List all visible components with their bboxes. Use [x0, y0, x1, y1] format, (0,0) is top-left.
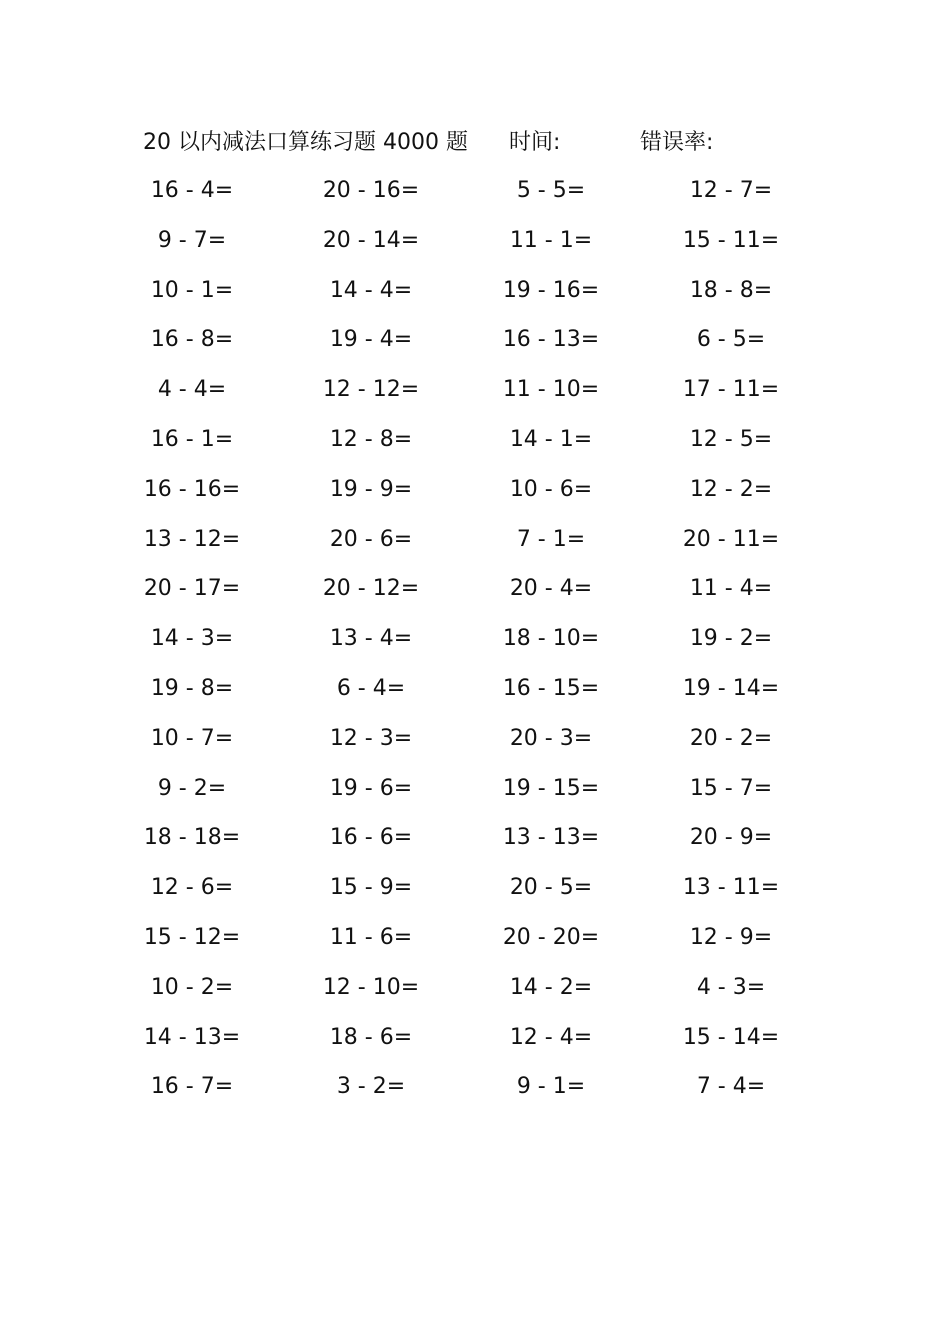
- subtraction-problem: 16 - 7=: [150, 1074, 234, 1100]
- subtraction-problem: 20 - 4=: [509, 576, 593, 602]
- subtraction-problem: 20 - 12=: [322, 576, 420, 602]
- problem-row: [0, 472, 950, 522]
- subtraction-problem: 16 - 13=: [502, 327, 600, 353]
- worksheet-title: 20 以内减法口算练习题 4000 题: [143, 130, 468, 155]
- subtraction-problem: 12 - 10=: [322, 974, 420, 1000]
- subtraction-problem: 15 - 11=: [682, 227, 780, 253]
- subtraction-problem: 20 - 14=: [322, 227, 420, 253]
- problem-row: [0, 671, 950, 721]
- problem-row: [0, 571, 950, 621]
- subtraction-problem: 5 - 5=: [516, 178, 586, 203]
- subtraction-problem: 18 - 8=: [689, 277, 773, 303]
- time-label: 时间:: [509, 130, 561, 155]
- subtraction-problem: 19 - 8=: [150, 675, 234, 701]
- subtraction-problem: 18 - 10=: [502, 626, 600, 652]
- subtraction-problem: 12 - 2=: [689, 476, 773, 502]
- subtraction-problem: 16 - 1=: [150, 426, 234, 452]
- problem-row: [0, 322, 950, 372]
- subtraction-problem: 13 - 11=: [682, 875, 780, 901]
- subtraction-problem: 15 - 7=: [689, 775, 773, 801]
- subtraction-problem: 18 - 18=: [143, 825, 241, 851]
- subtraction-problem: 20 - 3=: [509, 725, 593, 751]
- subtraction-problem: 12 - 8=: [329, 426, 413, 452]
- problem-row: [0, 970, 950, 1020]
- subtraction-problem: 12 - 6=: [150, 875, 234, 901]
- problem-row: [0, 422, 950, 472]
- subtraction-problem: 12 - 9=: [689, 924, 773, 950]
- subtraction-problem: 13 - 12=: [143, 526, 241, 552]
- problem-row: [0, 721, 950, 771]
- subtraction-problem: 16 - 6=: [329, 825, 413, 851]
- subtraction-problem: 7 - 4=: [696, 1074, 766, 1100]
- subtraction-problem: 20 - 17=: [143, 576, 241, 602]
- subtraction-problem: 19 - 9=: [329, 476, 413, 502]
- subtraction-problem: 18 - 6=: [329, 1024, 413, 1050]
- subtraction-problem: 16 - 15=: [502, 675, 600, 701]
- subtraction-problem: 10 - 6=: [509, 476, 593, 502]
- subtraction-problem: 20 - 6=: [329, 526, 413, 552]
- subtraction-problem: 14 - 4=: [329, 277, 413, 303]
- subtraction-problem: 20 - 2=: [689, 725, 773, 751]
- worksheet-header: [143, 126, 843, 160]
- problem-row: [0, 920, 950, 970]
- subtraction-problem: 14 - 3=: [150, 626, 234, 652]
- problem-row: [0, 820, 950, 870]
- subtraction-problem: 7 - 1=: [516, 526, 586, 552]
- subtraction-problem: 12 - 3=: [329, 725, 413, 751]
- problem-row: [0, 1020, 950, 1070]
- subtraction-problem: 20 - 11=: [682, 526, 780, 552]
- subtraction-problem: 13 - 13=: [502, 825, 600, 851]
- subtraction-problem: 15 - 14=: [682, 1024, 780, 1050]
- subtraction-problem: 10 - 7=: [150, 725, 234, 751]
- problem-grid: [0, 173, 950, 1119]
- subtraction-problem: 16 - 16=: [143, 476, 241, 502]
- subtraction-problem: 11 - 6=: [329, 924, 413, 950]
- subtraction-problem: 13 - 4=: [329, 626, 413, 652]
- subtraction-problem: 3 - 2=: [336, 1074, 406, 1100]
- problem-row: [0, 372, 950, 422]
- problem-row: [0, 273, 950, 323]
- subtraction-problem: 6 - 5=: [696, 327, 766, 353]
- subtraction-problem: 10 - 2=: [150, 974, 234, 1000]
- subtraction-problem: 11 - 1=: [509, 227, 593, 253]
- subtraction-problem: 20 - 20=: [502, 924, 600, 950]
- subtraction-problem: 11 - 4=: [689, 576, 773, 602]
- subtraction-problem: 12 - 4=: [509, 1024, 593, 1050]
- subtraction-problem: 20 - 9=: [689, 825, 773, 851]
- problem-row: [0, 522, 950, 572]
- subtraction-problem: 15 - 9=: [329, 875, 413, 901]
- subtraction-problem: 9 - 7=: [157, 227, 227, 253]
- subtraction-problem: 14 - 2=: [509, 974, 593, 1000]
- subtraction-problem: 15 - 12=: [143, 924, 241, 950]
- subtraction-problem: 12 - 5=: [689, 426, 773, 452]
- subtraction-problem: 10 - 1=: [150, 277, 234, 303]
- subtraction-problem: 19 - 4=: [329, 327, 413, 353]
- error-rate-label: 错误率:: [640, 130, 714, 155]
- subtraction-problem: 20 - 5=: [509, 875, 593, 901]
- subtraction-problem: 16 - 8=: [150, 327, 234, 353]
- subtraction-problem: 20 - 16=: [322, 178, 420, 203]
- problem-row: [0, 870, 950, 920]
- subtraction-problem: 19 - 16=: [502, 277, 600, 303]
- subtraction-problem: 9 - 1=: [516, 1074, 586, 1100]
- subtraction-problem: 19 - 2=: [689, 626, 773, 652]
- subtraction-problem: 9 - 2=: [157, 775, 227, 801]
- subtraction-problem: 19 - 6=: [329, 775, 413, 801]
- problem-row: [0, 771, 950, 821]
- problem-row: [0, 223, 950, 273]
- subtraction-problem: 4 - 3=: [696, 974, 766, 1000]
- subtraction-problem: 11 - 10=: [502, 377, 600, 403]
- subtraction-problem: 14 - 13=: [143, 1024, 241, 1050]
- subtraction-problem: 16 - 4=: [150, 178, 234, 203]
- subtraction-problem: 17 - 11=: [682, 377, 780, 403]
- subtraction-problem: 12 - 7=: [689, 178, 773, 203]
- problem-row: [0, 173, 950, 223]
- subtraction-problem: 14 - 1=: [509, 426, 593, 452]
- subtraction-problem: 4 - 4=: [157, 377, 227, 403]
- subtraction-problem: 6 - 4=: [336, 675, 406, 701]
- subtraction-problem: 19 - 14=: [682, 675, 780, 701]
- problem-row: [0, 621, 950, 671]
- problem-row: [0, 1069, 950, 1119]
- subtraction-problem: 12 - 12=: [322, 377, 420, 403]
- subtraction-problem: 19 - 15=: [502, 775, 600, 801]
